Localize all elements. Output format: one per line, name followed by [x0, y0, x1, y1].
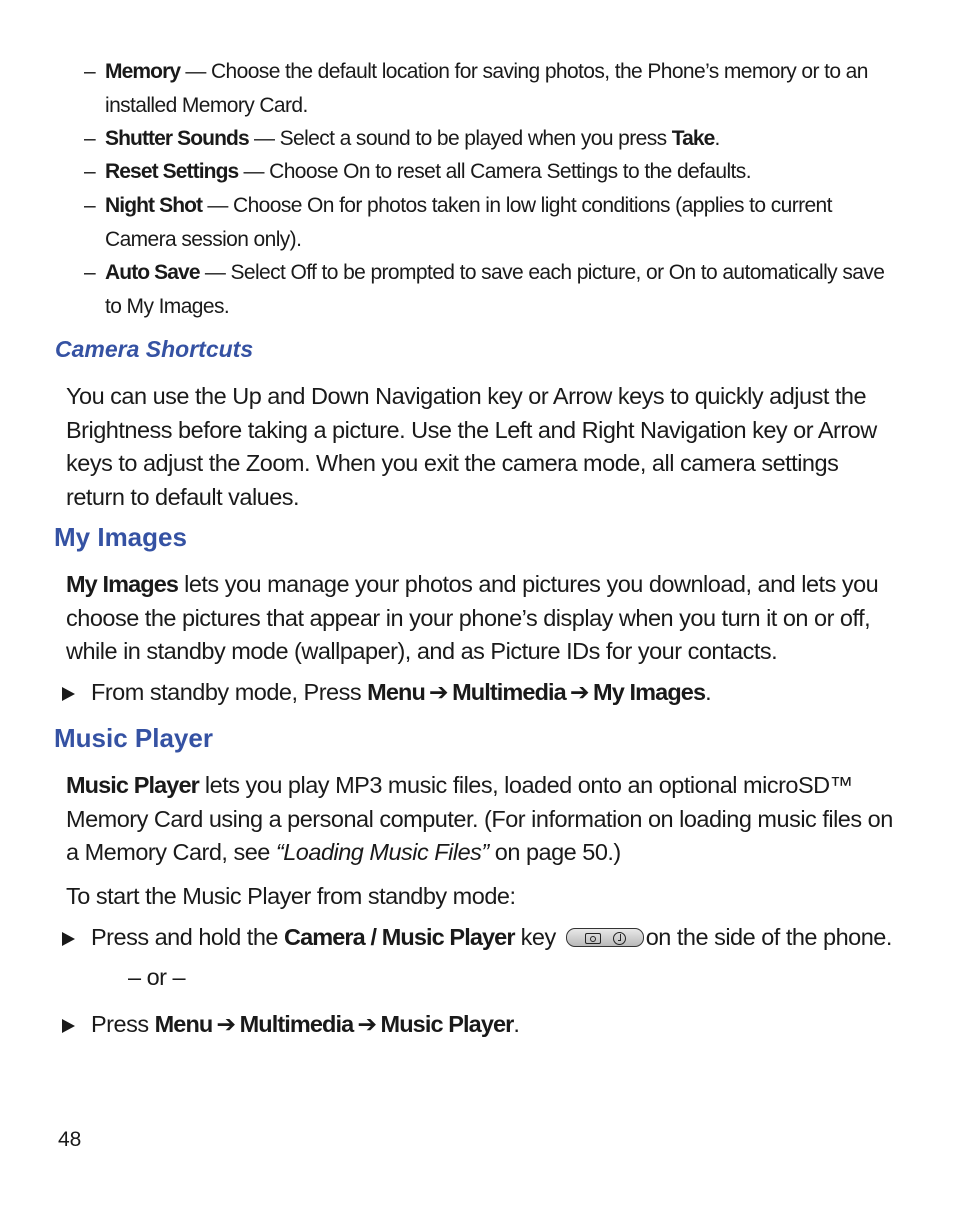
music-player-body [66, 769, 896, 870]
step-text: on the side of the phone. [645, 924, 892, 950]
setting-term: Shutter Sounds [105, 127, 249, 150]
right-arrow-icon: ➔ [428, 679, 449, 705]
music-player-label: Music Player [380, 1011, 514, 1037]
music-player-step-1 [62, 920, 892, 954]
right-arrow-icon: ➔ [216, 1011, 236, 1037]
setting-desc: — Choose the default location for saving photos, the Phone’s memory or to an installed Memory Card. [105, 60, 868, 117]
music-player-step-2 [62, 1007, 519, 1041]
setting-desc: — Select a sound to be played when you press [248, 127, 672, 150]
setting-term: Auto Save [105, 261, 200, 284]
setting-desc-end: . [714, 127, 720, 150]
my-images-body [66, 568, 896, 669]
dash: – [84, 261, 96, 284]
music-player-desc: lets you play MP3 music files, loaded onto an optional microSD™ Memory Card using a personal computer. (For information on loading music files on a Memory Card, see [66, 772, 893, 866]
music-player-heading: Music Player [54, 723, 213, 753]
setting-term: Memory [105, 60, 181, 83]
step-text: Press [91, 1011, 155, 1037]
my-images-label: My Images [593, 679, 706, 705]
setting-desc: — Choose On for photos taken in low light conditions (applies to current Camera session only). [105, 194, 832, 251]
music-player-desc-end: on page 50.) [488, 839, 621, 866]
setting-desc: — Choose On to reset all Camera Settings to the defaults. [238, 160, 751, 183]
or-separator: – or – [128, 964, 186, 990]
menu-label: Menu [367, 679, 425, 705]
bullet-arrow-icon [62, 1019, 75, 1033]
take-label: Take [671, 127, 715, 150]
dash: – [84, 60, 96, 83]
my-images-desc: lets you manage your photos and pictures you download, and lets you choose the pictures that appear in your phone’s display when you turn it on or off, while in standby mode (wallpaper), and as Picture IDs for your contacts. [66, 571, 879, 665]
setting-shutter-sounds [84, 122, 904, 156]
setting-memory [84, 55, 904, 122]
step-end: . [513, 1011, 520, 1037]
music-player-term: Music Player [66, 772, 199, 798]
dash: – [84, 194, 96, 217]
page-number: 48 [58, 1128, 82, 1151]
step-text: Press and hold the [91, 924, 284, 950]
multimedia-label: Multimedia [239, 1011, 354, 1037]
my-images-term: My Images [66, 571, 179, 597]
setting-night-shot [84, 189, 904, 256]
right-arrow-icon: ➔ [357, 1011, 377, 1037]
bullet-arrow-icon [62, 687, 75, 701]
right-arrow-icon: ➔ [569, 679, 590, 705]
music-note-icon [613, 932, 626, 945]
music-player-intro: To start the Music Player from standby mode: [66, 883, 516, 909]
multimedia-label: Multimedia [452, 679, 566, 705]
setting-desc: — Select Off to be prompted to save each picture, or On to automatically save to My Images. [105, 261, 885, 318]
my-images-heading: My Images [54, 522, 187, 552]
setting-term: Night Shot [105, 194, 203, 217]
dash: – [84, 160, 96, 183]
setting-reset-settings [84, 155, 904, 189]
camera-music-key-label: Camera / Music Player [284, 924, 515, 950]
camera-icon [585, 933, 601, 944]
step-text: From standby mode, Press [91, 679, 368, 705]
camera-shortcuts-body: You can use the Up and Down Navigation key or Arrow keys to quickly adjust the Brightness before taking a picture. Use the Left and Right Navigation key or Arrow keys to adjust the Zoom. When you exit the camera mode, all camera settings return to default values. [66, 383, 877, 511]
step-text: key [514, 924, 556, 950]
setting-auto-save [84, 256, 904, 323]
dash: – [84, 127, 96, 150]
step-end: . [705, 679, 712, 705]
menu-label: Menu [154, 1011, 213, 1037]
camera-music-key-icon [566, 928, 644, 947]
my-images-step [62, 675, 711, 709]
loading-music-files-ref: “Loading Music Files” [275, 839, 489, 866]
camera-shortcuts-heading: Camera Shortcuts [55, 336, 254, 362]
setting-term: Reset Settings [105, 160, 239, 183]
bullet-arrow-icon [62, 932, 75, 946]
